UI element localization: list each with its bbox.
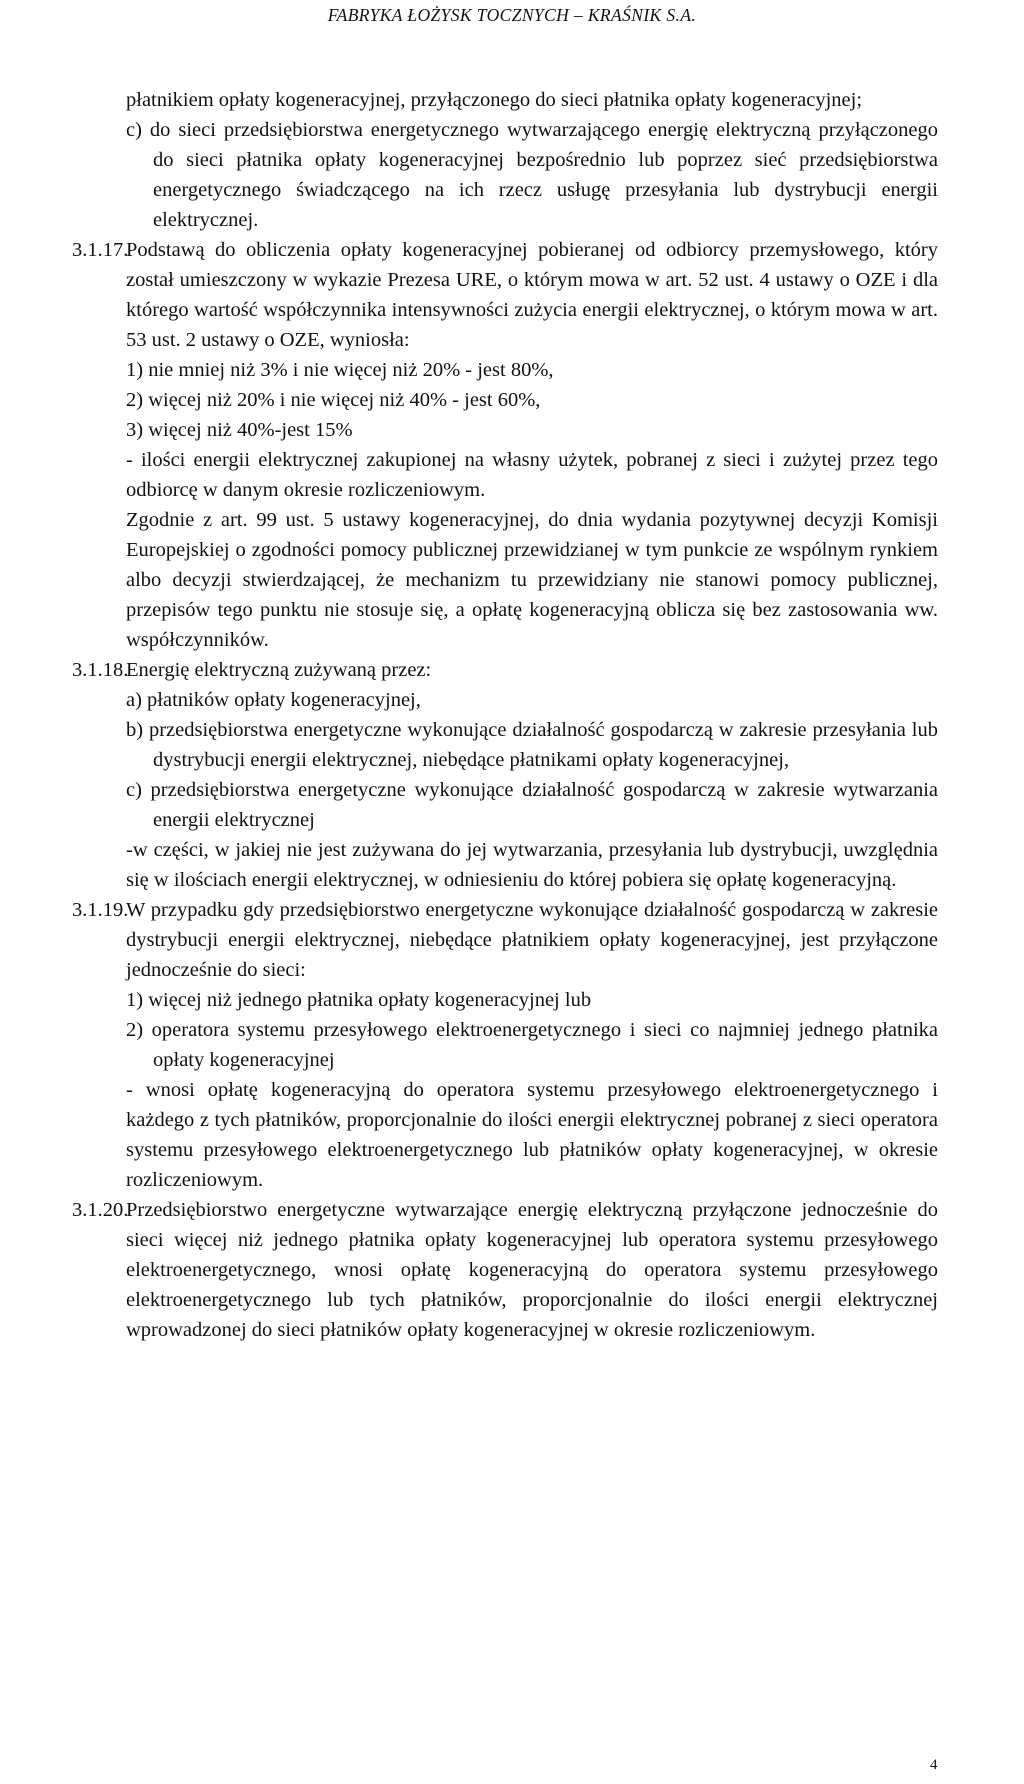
- list-item-1: 1) więcej niż jednego płatnika opłaty kogeneracyjnej lub: [126, 989, 592, 1011]
- paragraph: Zgodnie z art. 99 ust. 5 ustawy kogeneracyjnej, do dnia wydania pozytywnej decyzji Komisji Europejskiej o zgodności pomocy publicznej przewidzianej w tym punkcie ze wspólnym rynkiem albo decyzji stwierdzającej, że mechanizm tu przewidziany nie stanowi pomocy publicznej, przepisów tego punktu nie stosuje się, a opłatę kogeneracyjną oblicza się bez zastosowania ww. współczynników.: [126, 509, 938, 651]
- list-item-1: 1) nie mniej niż 3% i nie więcej niż 20% - jest 80%,: [126, 359, 554, 381]
- page-header: FABRYKA ŁOŻYSK TOCZNYCH – KRAŚNIK S.A.: [327, 5, 697, 25]
- paragraph: płatnikiem opłaty kogeneracyjnej, przyłączonego do sieci płatnika opłaty kogeneracyjnej;: [126, 89, 863, 111]
- document-body: [72, 85, 938, 1345]
- list-item-c: c) do sieci przedsiębiorstwa energetycznego wytwarzającego energię elektryczną przyłączonego do sieci płatnika opłaty kogeneracyjnej bezpośrednio lub poprzez sieć przedsiębiorstwa energetycznego świadczącego na ich rzecz usługę przesyłania lub dystrybucji energii elektrycznej.: [126, 119, 938, 231]
- section-number: 3.1.20.: [72, 1199, 129, 1221]
- list-item-2: 2) operatora systemu przesyłowego elektroenergetycznego i sieci co najmniej jednego płatnika opłaty kogeneracyjnej: [126, 1019, 938, 1071]
- list-item-c: c) przedsiębiorstwa energetyczne wykonujące działalność gospodarczą w zakresie wytwarzania energii elektrycznej: [126, 779, 938, 831]
- list-item-b: b) przedsiębiorstwa energetyczne wykonujące działalność gospodarczą w zakresie przesyłania lub dystrybucji energii elektrycznej, niebędące płatnikami opłaty kogeneracyjnej,: [126, 719, 938, 771]
- paragraph: -w części, w jakiej nie jest zużywana do jej wytwarzania, przesyłania lub dystrybucji, uwzględnia się w ilościach energii elektrycznej, w odniesieniu do której pobiera się opłatę kogeneracyjną.: [126, 839, 938, 891]
- section-number: 3.1.18.: [72, 659, 129, 681]
- section-3-1-19: 3.1.19.W przypadku gdy przedsiębiorstwo energetyczne wykonujące działalność gospodarczą w zakresie dystrybucji energii elektrycznej, niebędące płatnikiem opłaty kogeneracyjnej, jest przyłączone jednocześnie do sieci:: [72, 895, 938, 985]
- section-3-1-20: 3.1.20.Przedsiębiorstwo energetyczne wytwarzające energię elektryczną przyłączone jednocześnie do sieci więcej niż jednego płatnika opłaty kogeneracyjnej lub operatora systemu przesyłowego elektroenergetycznego, wnosi opłatę kogeneracyjną do operatora systemu przesyłowego elektroenergetycznego lub tych płatników, proporcjonalnie do ilości energii elektrycznej wprowadzonej do sieci płatników opłaty kogeneracyjnej w okresie rozliczeniowym.: [72, 1195, 938, 1345]
- page-number: 4: [930, 1757, 938, 1773]
- section-number: 3.1.17.: [72, 239, 129, 261]
- section-3-1-17: 3.1.17.Podstawą do obliczenia opłaty kogeneracyjnej pobieranej od odbiorcy przemysłowego, który został umieszczony w wykazie Prezesa URE, o którym mowa w art. 52 ust. 4 ustawy o OZE i dla którego wartość współczynnika intensywności zużycia energii elektrycznej, o którym mowa w art. 53 ust. 2 ustawy o OZE, wyniosła:: [72, 235, 938, 355]
- list-item-3: 3) więcej niż 40%-jest 15%: [126, 419, 353, 441]
- paragraph: - ilości energii elektrycznej zakupionej na własny użytek, pobranej z sieci i zużytej przez tego odbiorcę w danym okresie rozliczeniowym.: [126, 449, 938, 501]
- paragraph: - wnosi opłatę kogeneracyjną do operatora systemu przesyłowego elektroenergetycznego i każdego z tych płatników, proporcjonalnie do ilości energii elektrycznej pobranej z sieci operatora systemu przesyłowego elektroenergetycznego lub płatników opłaty kogeneracyjnej, w okresie rozliczeniowym.: [126, 1079, 938, 1191]
- section-number: 3.1.19.: [72, 899, 129, 921]
- list-item-a: a) płatników opłaty kogeneracyjnej,: [126, 689, 421, 711]
- list-item-2: 2) więcej niż 20% i nie więcej niż 40% - jest 60%,: [126, 389, 541, 411]
- section-3-1-18: 3.1.18.Energię elektryczną zużywaną przez:: [72, 655, 938, 685]
